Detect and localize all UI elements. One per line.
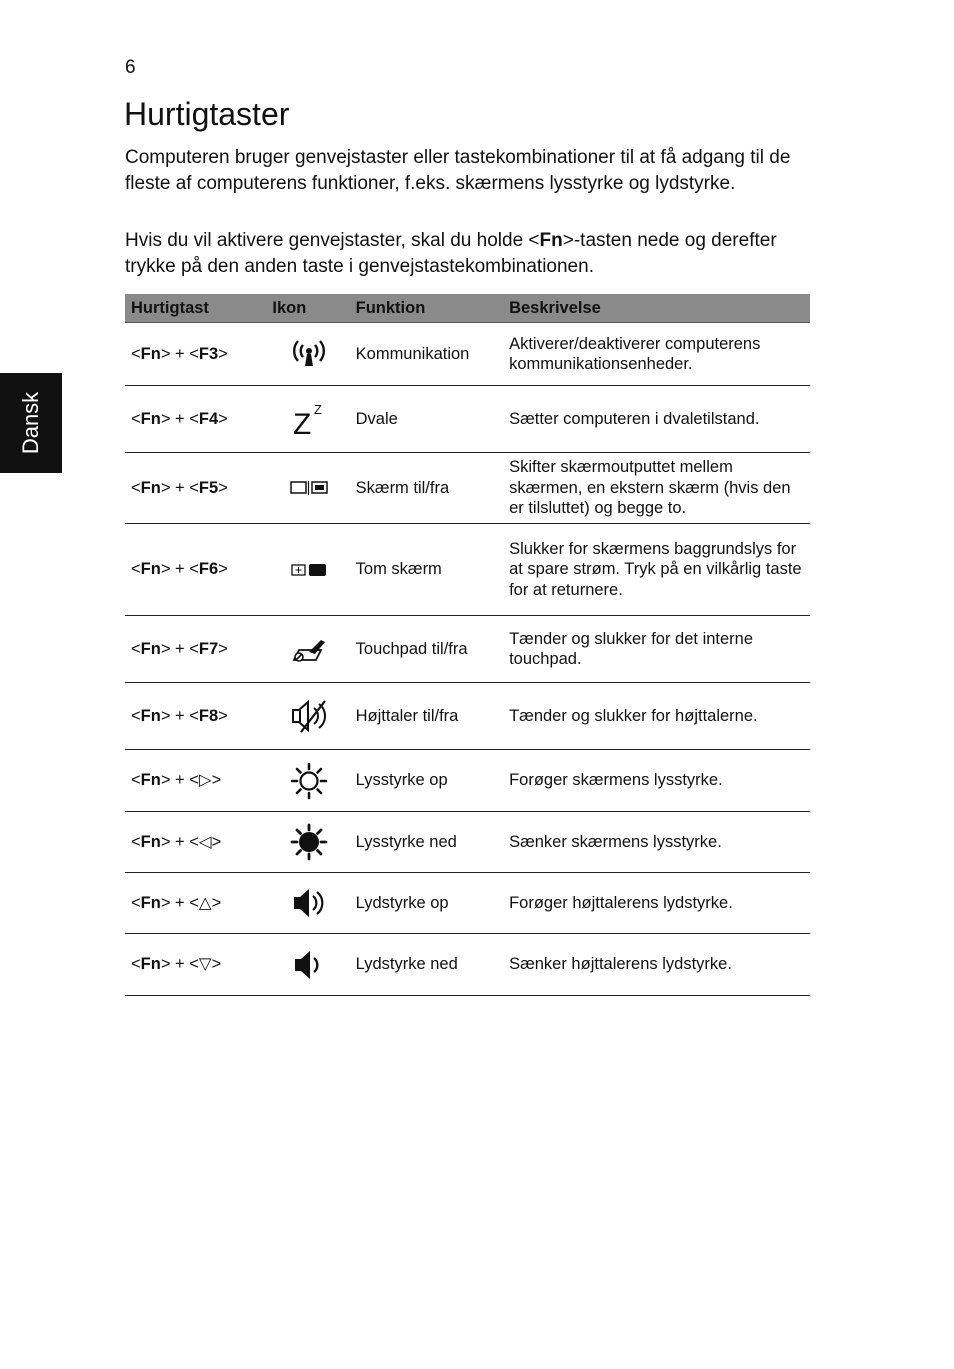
intro-paragraph: Computeren bruger genvejstaster eller tastekombinationer til at få adgang til de fleste af computerens funktioner, f.eks. skærmens lysstyrke og lydstyrke. xyxy=(125,147,791,194)
hotkey-cell: <Fn> + <△> xyxy=(125,873,266,934)
table-row xyxy=(125,524,810,616)
volume-up-icon xyxy=(289,893,329,911)
hotkey-cell: <Fn> + <F6> xyxy=(125,524,266,616)
icon-cell xyxy=(266,750,349,812)
touchpad-toggle-icon xyxy=(289,639,329,657)
screen-blank-icon xyxy=(289,560,329,578)
function-cell: Dvale xyxy=(350,386,503,453)
fn-key: Fn xyxy=(140,560,161,579)
svg-text:Z: Z xyxy=(314,402,322,417)
hotkey-key: F5 xyxy=(198,478,219,497)
hotkey-key: F4 xyxy=(198,409,219,428)
hotkey-key: F8 xyxy=(198,706,219,725)
hotkey-table xyxy=(125,294,810,996)
hotkey-key: ◁ xyxy=(198,832,212,851)
hotkey-key: F3 xyxy=(198,344,219,363)
icon-cell xyxy=(266,323,349,386)
table-row xyxy=(125,323,810,386)
sleep-icon xyxy=(290,402,328,437)
description-cell: Forøger skærmens lysstyrke. xyxy=(503,750,810,812)
description-cell: Aktiverer/deaktiverer computerens kommunikationsenheder. xyxy=(503,323,810,386)
communication-icon xyxy=(290,344,328,362)
description-cell: Tænder og slukker for højttalerne. xyxy=(503,683,810,750)
description-cell: Forøger højttalerens lydstyrke. xyxy=(503,873,810,934)
table-row xyxy=(125,683,810,750)
hotkey-key: F6 xyxy=(198,560,219,579)
fn-key: Fn xyxy=(140,409,161,428)
icon-cell xyxy=(266,683,349,750)
description-cell: Slukker for skærmens baggrundslys for at spare strøm. Tryk på en vilkårlig taste for at returnere. xyxy=(503,524,810,616)
table-row xyxy=(125,453,810,524)
description-cell: Sænker højttalerens lydstyrke. xyxy=(503,934,810,996)
icon-cell xyxy=(266,616,349,683)
hotkey-cell: <Fn> + <F4> xyxy=(125,386,266,453)
svg-text:Z: Z xyxy=(293,408,312,437)
function-cell: Højttaler til/fra xyxy=(350,683,503,750)
fn-key: Fn xyxy=(140,893,161,912)
icon-cell xyxy=(266,453,349,524)
instruction-paragraph xyxy=(125,228,815,279)
brightness-up-icon xyxy=(289,771,329,789)
description-cell: Sænker skærmens lysstyrke. xyxy=(503,812,810,873)
speaker-mute-icon xyxy=(289,706,329,724)
hotkey-key: F7 xyxy=(198,639,219,658)
table-row xyxy=(125,616,810,683)
hotkey-cell: <Fn> + <▷> xyxy=(125,750,266,812)
hotkey-cell: <Fn> + <F3> xyxy=(125,323,266,386)
icon-cell xyxy=(266,386,349,453)
function-cell: Tom skærm xyxy=(350,524,503,616)
header-description: Beskrivelse xyxy=(503,294,810,323)
fn-key: Fn xyxy=(140,955,161,974)
fn-key: Fn xyxy=(140,706,161,725)
table-row xyxy=(125,386,810,453)
fn-key: Fn xyxy=(140,639,161,658)
icon-cell xyxy=(266,934,349,996)
fn-key: Fn xyxy=(140,771,161,790)
icon-cell xyxy=(266,524,349,616)
hotkey-cell: <Fn> + <F8> xyxy=(125,683,266,750)
table-row xyxy=(125,934,810,996)
function-cell: Lysstyrke op xyxy=(350,750,503,812)
table-header-row xyxy=(125,294,810,323)
hotkey-key: △ xyxy=(198,893,212,912)
header-icon: Ikon xyxy=(266,294,349,323)
function-cell: Kommunikation xyxy=(350,323,503,386)
language-side-tab xyxy=(0,373,62,473)
header-function: Funktion xyxy=(350,294,503,323)
description-cell: Tænder og slukker for det interne touchpad. xyxy=(503,616,810,683)
hotkey-cell: <Fn> + <F5> xyxy=(125,453,266,524)
function-cell: Skærm til/fra xyxy=(350,453,503,524)
brightness-down-icon xyxy=(289,832,329,850)
hotkey-key: ▷ xyxy=(198,771,212,790)
instruction-text-before: Hvis du vil aktivere genvejstaster, skal du holde < xyxy=(125,230,540,251)
fn-key: Fn xyxy=(140,478,161,497)
fn-key: Fn xyxy=(140,832,161,851)
header-hotkey: Hurtigtast xyxy=(125,294,266,323)
instruction-text-after: >-tasten nede og derefter trykke på den anden taste i genvejstastekombinationen. xyxy=(125,230,777,277)
instruction-key: Fn xyxy=(539,230,563,251)
fn-key: Fn xyxy=(140,344,161,363)
display-toggle-icon xyxy=(289,479,329,497)
language-label: Dansk xyxy=(18,391,44,455)
function-cell: Touchpad til/fra xyxy=(350,616,503,683)
icon-cell xyxy=(266,873,349,934)
volume-down-icon xyxy=(289,955,329,973)
page-title: Hurtigtaster xyxy=(124,96,290,132)
hotkey-key: ▽ xyxy=(198,955,212,974)
icon-cell xyxy=(266,812,349,873)
table-row xyxy=(125,812,810,873)
function-cell: Lysstyrke ned xyxy=(350,812,503,873)
table-row xyxy=(125,873,810,934)
page-number: 6 xyxy=(125,57,136,78)
function-cell: Lydstyrke op xyxy=(350,873,503,934)
hotkey-cell: <Fn> + <◁> xyxy=(125,812,266,873)
function-cell: Lydstyrke ned xyxy=(350,934,503,996)
hotkey-cell: <Fn> + <▽> xyxy=(125,934,266,996)
table-row xyxy=(125,750,810,812)
hotkey-cell: <Fn> + <F7> xyxy=(125,616,266,683)
description-cell: Skifter skærmoutputtet mellem skærmen, en ekstern skærm (hvis den er tilsluttet) og begge to. xyxy=(503,453,810,524)
description-cell: Sætter computeren i dvaletilstand. xyxy=(503,386,810,453)
